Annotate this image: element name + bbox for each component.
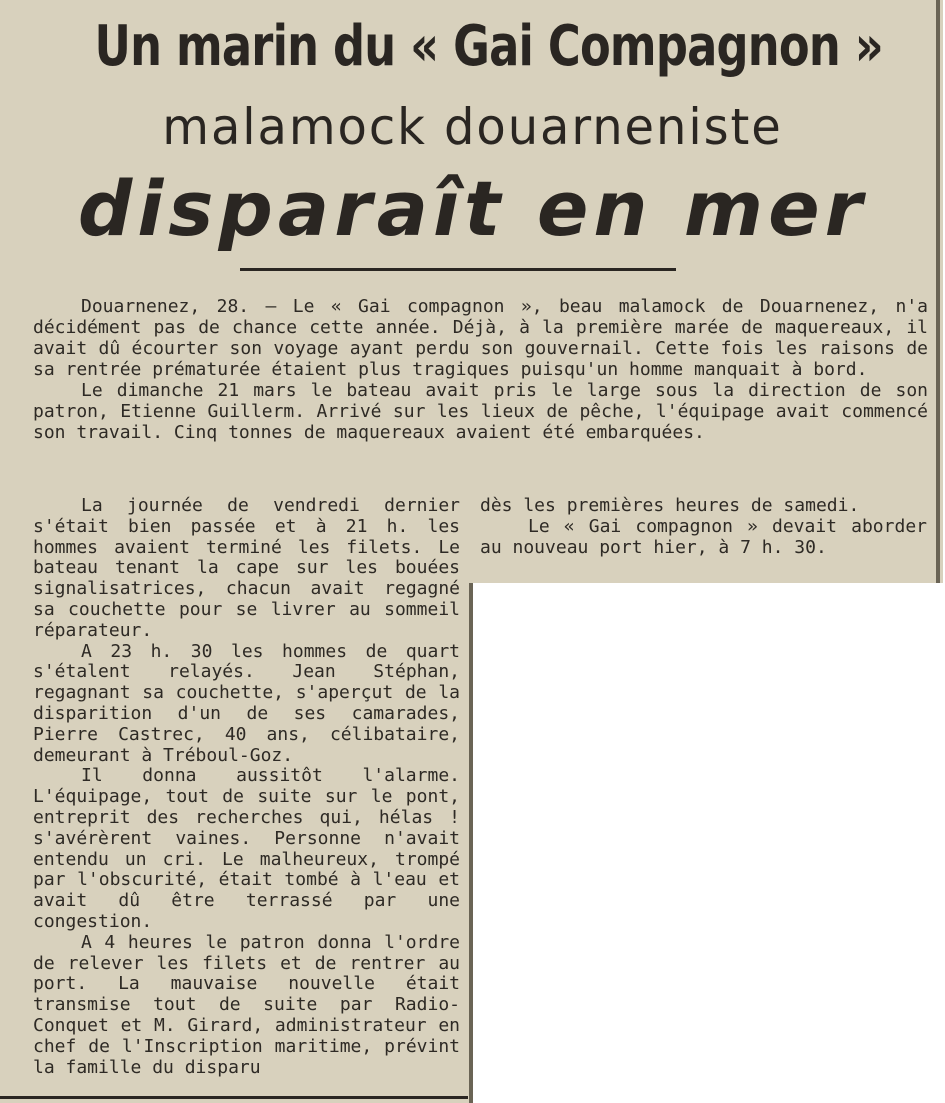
- headline-line-2: malamock douarneniste: [162, 98, 783, 156]
- body-paragraph: A 23 h. 30 les hommes de quart s'étalent relayés. Jean Stéphan, regagnant sa couchette, s'aperçut de la disparition d'un de ses camarades, Pierre Castrec, 40 ans, célibataire, demeurant à Tréboul-Goz.: [33, 640, 460, 766]
- bottom-rule: [0, 1096, 468, 1099]
- lede-paragraph: Douarnenez, 28. — Le « Gai compagnon », beau malamock de Douarnenez, n'a décidément pas de chance cette année. Déjà, à la première marée de maquereaux, il avait dû écourter son voyage ayant perdu son gouvernail. Cette fois les raisons de sa rentrée prématurée étaient plus tragiques puisqu'un homme manquait à bord.: [33, 296, 928, 380]
- lede-paragraph: Le dimanche 21 mars le bateau avait pris le large sous la direction de son patron, Etienne Guillerm. Arrivé sur les lieux de pêche, l'équipage avait commencé son travail. Cinq tonnes de maquereaux avaient été embarquées.: [33, 380, 928, 443]
- body-paragraph: Le « Gai compagnon » devait aborder au nouveau port hier, à 7 h. 30.: [480, 515, 927, 558]
- clipping-edge: [936, 0, 940, 583]
- body-paragraph: dès les premières heures de samedi.: [480, 495, 860, 516]
- article-lede: [33, 296, 928, 443]
- headline-line-1: Un marin du « Gai Compagnon »: [94, 14, 883, 79]
- body-paragraph: Il donna aussitôt l'alarme. L'équipage, tout de suite sur le pont, entreprit des recherches qui, hélas ! s'avérèrent vaines. Personne n'avait entendu un cri. Le malheureux, trompé par l'obscurité, était tombé à l'eau et avait dû être terrassé par une congestion.: [33, 765, 460, 932]
- article-column-right: [480, 496, 927, 558]
- body-paragraph: La journée de vendredi dernier s'était bien passée et à 21 h. les hommes avaient terminé les filets. Le bateau tenant la cape sur les bouées signalisatrices, chacun avait regagné sa couchette pour se livrer au sommeil réparateur.: [33, 495, 460, 641]
- article-column-left: [33, 496, 460, 1078]
- headline-line-3: disparaît en mer: [77, 164, 868, 253]
- clipping-edge: [469, 583, 473, 1103]
- body-paragraph: A 4 heures le patron donna l'ordre de relever les filets et de rentrer au port. La mauvaise nouvelle était transmise tout de suite par Radio-Conquet et M. Girard, administrateur en chef de l'Inscription maritime, prévint la famille du disparu: [33, 931, 460, 1078]
- headline-rule: [240, 268, 676, 271]
